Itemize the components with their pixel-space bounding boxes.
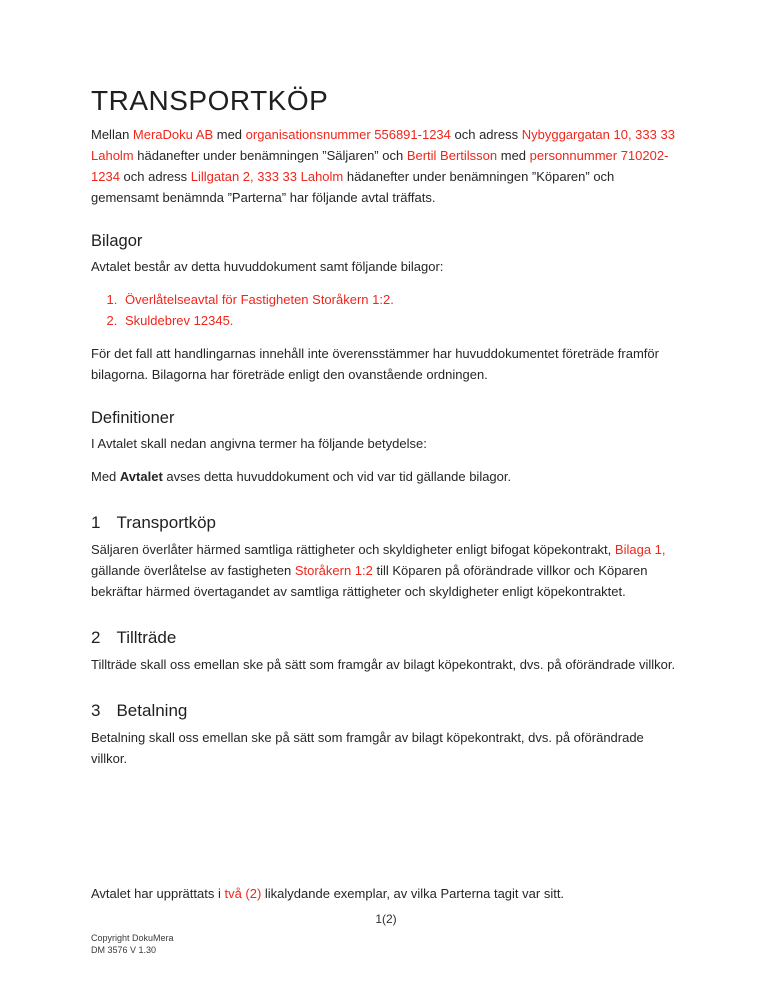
section-1-heading xyxy=(91,511,681,534)
section-3-body xyxy=(91,727,681,769)
text-segment: Betalning skall oss emellan ske på sätt som framgår av bilagt köpekontrakt, dvs. på oförändrade villkor. xyxy=(91,730,644,766)
bilagor-heading: Bilagor xyxy=(91,232,143,250)
text-segment: Säljaren överlåter härmed samtliga rättigheter och skyldigheter enligt bifogat köpekontrakt, xyxy=(91,542,615,557)
text-segment: likalydande exemplar, av vilka Parterna tagit var sitt. xyxy=(261,886,565,901)
highlighted-field: personnummer 710202-1234 xyxy=(91,148,669,184)
document-content xyxy=(91,0,681,781)
text-segment: avses detta huvuddokument och vid var tid gällande bilagor. xyxy=(162,469,512,484)
highlighted-field: Storåkern 1:2 xyxy=(294,563,373,578)
list-item: 1. Överlåtelseavtal för Fastigheten Storåkern 1:2. xyxy=(121,289,681,310)
closing-paragraph xyxy=(91,883,681,904)
text-segment: och adress xyxy=(119,169,191,184)
section-title: Betalning xyxy=(116,701,188,720)
highlighted-field: Lillgatan 2, 333 33 Laholm xyxy=(190,169,344,184)
closing-area xyxy=(91,883,681,904)
text-segment: till Köparen på oförändrade villkor och Köparen bekräftar härmed övertagandet av samtliga rättigheter och skyldigheter enligt köpekontraktet. xyxy=(91,563,648,599)
highlighted-field: organisationsnummer 556891-1234 xyxy=(245,127,451,142)
section-number: 2 xyxy=(91,628,101,647)
section-2-heading xyxy=(91,626,681,649)
highlighted-field: Bertil Bertilsson xyxy=(406,148,498,163)
bilagor-precedence-paragraph: För det fall att handlingarnas innehåll inte överensstämmer har huvuddokumentet företräde framför bilagorna. Bilagorna har företräde enligt den ovanstående ordningen. xyxy=(91,346,659,382)
highlighted-field: Nybyggargatan 10, 333 33 Laholm xyxy=(91,127,675,163)
definitioner-heading: Definitioner xyxy=(91,409,175,427)
footer-copyright: Copyright DokuMera xyxy=(91,933,174,943)
section-3-heading xyxy=(91,699,681,722)
highlighted-field: två (2) xyxy=(224,886,262,901)
text-segment: Avtalet har upprättats i xyxy=(91,886,225,901)
section-number: 1 xyxy=(91,513,101,532)
text-segment: Tillträde skall oss emellan ske på sätt som framgår av bilagt köpekontrakt, dvs. på oförändrade villkor. xyxy=(91,657,676,672)
text-segment: hädanefter under benämningen ”Köparen” och gemensamt benämnda ”Parterna” har följande avtal träffats. xyxy=(91,169,615,205)
section-1-body xyxy=(91,539,681,602)
text-segment: med xyxy=(497,148,530,163)
section-title: Transportköp xyxy=(116,513,216,532)
intro-paragraph xyxy=(91,124,681,208)
highlighted-field: MeraDoku AB xyxy=(132,127,214,142)
page-number: 1(2) xyxy=(375,912,397,926)
highlighted-field: Bilaga 1, xyxy=(614,542,666,557)
footer-doc-id: DM 3576 V 1.30 xyxy=(91,945,157,955)
text-segment: Avtalet xyxy=(119,469,163,484)
text-segment: Med xyxy=(91,469,120,484)
definitioner-lead: I Avtalet skall nedan angivna termer ha följande betydelse: xyxy=(91,436,427,451)
definition-avtalet xyxy=(91,466,681,487)
section-2-body xyxy=(91,654,681,675)
text-segment: hädanefter under benämningen ”Säljaren” och xyxy=(133,148,407,163)
text-segment: Mellan xyxy=(91,127,133,142)
text-segment: gällande överlåtelse av fastigheten xyxy=(91,563,295,578)
list-item: 2. Skuldebrev 12345. xyxy=(121,310,681,331)
bilagor-list xyxy=(91,289,681,331)
document-title: TRANSPORTKÖP xyxy=(91,85,329,116)
page-footer xyxy=(91,932,174,956)
section-title: Tillträde xyxy=(116,628,177,647)
bilagor-lead: Avtalet består av detta huvuddokument samt följande bilagor: xyxy=(91,259,444,274)
section-number: 3 xyxy=(91,701,101,720)
text-segment: och adress xyxy=(450,127,522,142)
text-segment: med xyxy=(213,127,246,142)
